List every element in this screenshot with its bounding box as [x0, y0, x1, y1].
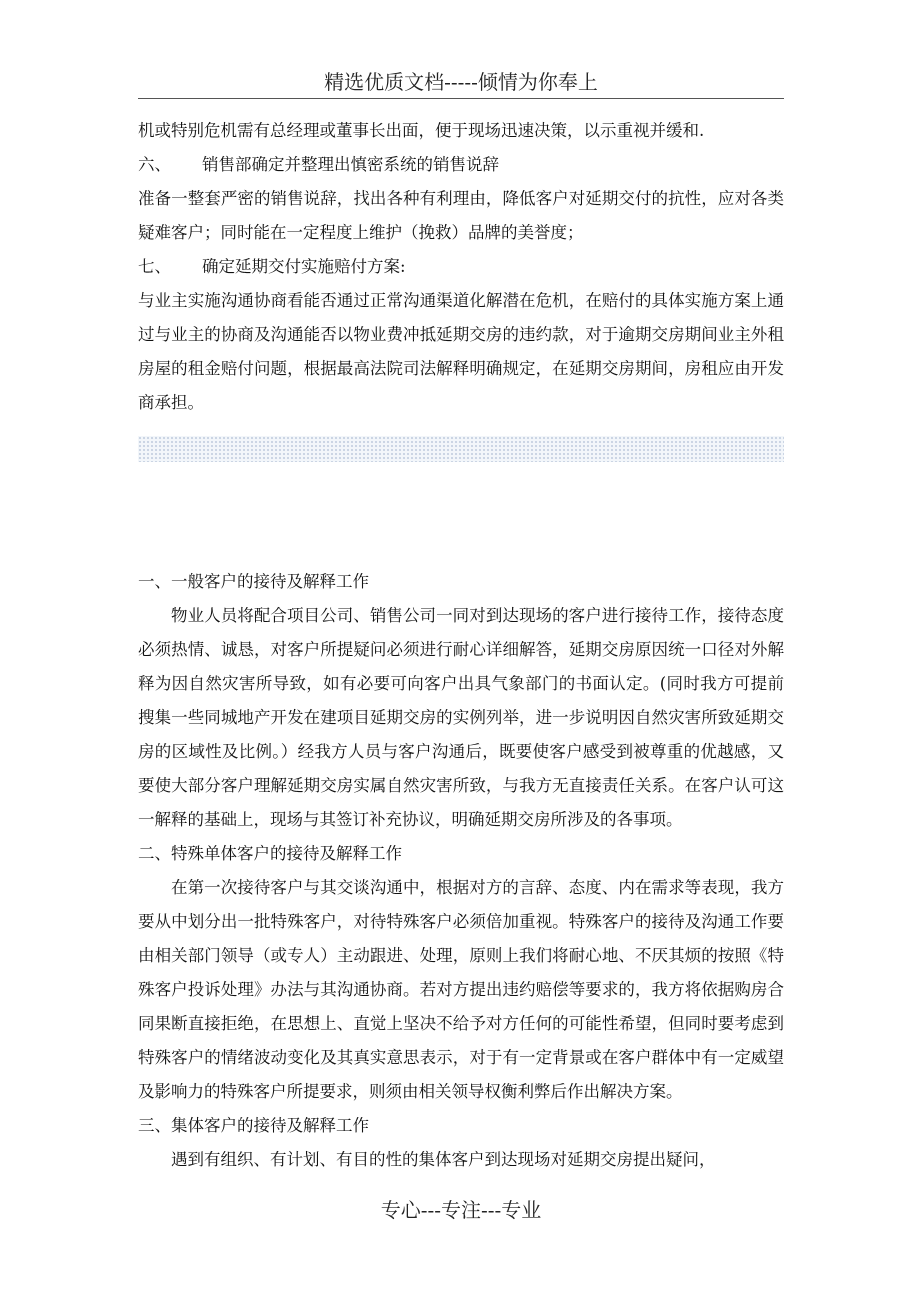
section-body-7: 与业主实施沟通协商看能否通过正常沟通渠道化解潜在危机，在赔付的具体实施方案上通过与业主的协商及沟通能否以物业费冲抵延期交房的违约款，对于逾期交房期间业主外租房屋的租金赔付问题，根据最高法院司法解释明确规定，在延期交房期间，房租应由开发商承担。	[138, 291, 784, 412]
section-title: 确定延期交付实施赔付方案:	[202, 257, 406, 276]
page-header-title: 精选优质文档-----倾情为你奉上	[324, 70, 598, 94]
page-footer-text: 专心---专注---专业	[380, 1198, 542, 1222]
section-heading-2: 二、特殊单体客户的接待及解释工作	[138, 844, 402, 863]
page2-content	[138, 565, 784, 1177]
section-title: 销售部确定并整理出慎密系统的销售说辞	[202, 155, 499, 174]
section-body-2: 在第一次接待客户与其交谈沟通中，根据对方的言辞、态度、内在需求等表现，我方要从中划分出一批特殊客户，对待特殊客户必须倍加重视。特殊客户的接待及沟通工作要由相关部门领导（或专人）主动跟进、处理，原则上我们将耐心地、不厌其烦的按照《特殊客户投诉处理》办法与其沟通协商。若对方提出违约赔偿等要求的，我方将依据购房合同果断直接拒绝，在思想上、直觉上坚决不给予对方任何的可能性希望，但同时要考虑到特殊客户的情绪波动变化及其真实意思表示，对于有一定背景或在客户群体中有一定威望及影响力的特殊客户所提要求，则须由相关领导权衡利弊后作出解决方案。	[138, 878, 784, 1101]
section-body-6: 准备一整套严密的销售说辞，找出各种有利理由，降低客户对延期交付的抗性，应对各类疑难客户；同时能在一定程度上维护（挽救）品牌的美誉度；	[138, 189, 784, 242]
section-heading-3: 三、集体客户的接待及解释工作	[138, 1116, 369, 1135]
section-heading-6	[138, 148, 784, 182]
section-number: 六、	[138, 155, 171, 174]
section-body-3: 遇到有组织、有计划、有目的性的集体客户到达现场对延期交房提出疑问，	[171, 1150, 716, 1169]
header-divider	[138, 98, 784, 99]
page1-content	[138, 114, 784, 420]
section-number: 七、	[138, 257, 171, 276]
page-break-band	[138, 436, 784, 462]
section-body-1: 物业人员将配合项目公司、销售公司一同对到达现场的客户进行接待工作，接待态度必须热情、诚恳，对客户所提疑问必须进行耐心详细解答，延期交房原因统一口径对外解释为因自然灾害所导致，如有必要可向客户出具气象部门的书面认定。(同时我方可提前搜集一些同城地产开发在建项目延期交房的实例列举，进一步说明因自然灾害所致延期交房的区域性及比例。）经我方人员与客户沟通后，既要使客户感受到被尊重的优越感，又要使大部分客户理解延期交房实属自然灾害所致，与我方无直接责任关系。在客户认可这一解释的基础上，现场与其签订补充协议，明确延期交房所涉及的各事项。	[138, 606, 784, 829]
section-heading-7	[138, 250, 784, 284]
continuation-paragraph: 机或特别危机需有总经理或董事长出面，便于现场迅速决策，以示重视并缓和.	[138, 121, 705, 140]
section-heading-1: 一、一般客户的接待及解释工作	[138, 572, 369, 591]
